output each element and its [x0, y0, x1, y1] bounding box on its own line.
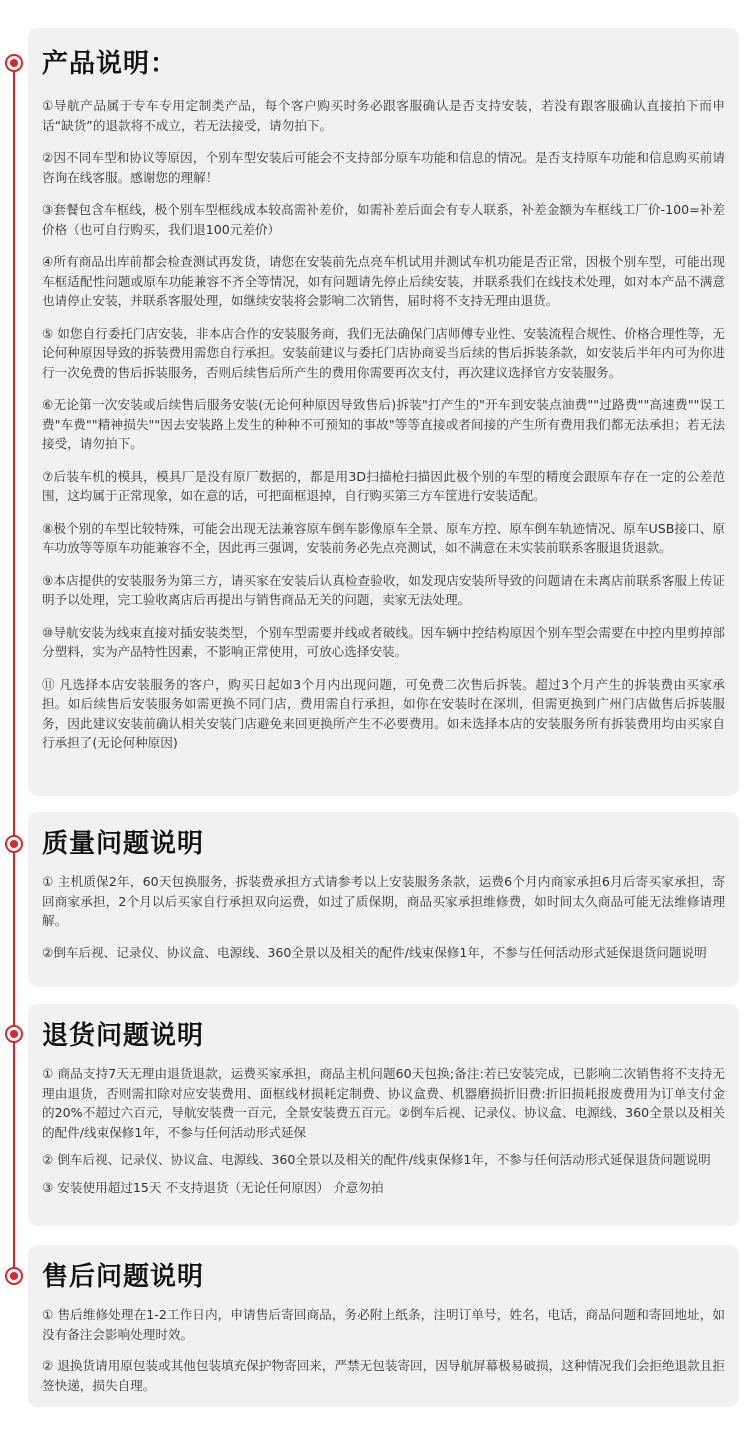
paragraph: ③套餐包含车框线，极个别车型框线成本较高需补差价，如需补差后面会有专人联系，补差金额为车框线工厂价-100=补差价格（也可自行购买，我们退100元差价）	[42, 202, 725, 237]
section-title: 产品说明：	[42, 49, 178, 79]
paragraph: ⑨本店提供的安装服务为第三方，请买家在安装后认真检查验收，如发现店安装所导致的问题请在未离店前联系客服上传证明予以处理，完工验收离店后再提出与销售商品无关的问题，卖家无法处理。	[42, 572, 725, 607]
timeline-dot-icon	[5, 54, 23, 72]
paragraph: ⑤ 如您自行委托门店安装，非本店合作的安装服务商，我们无法确保门店师傅专业性、安装流程合规性、价格合理性等，无论何种原因导致的拆装费用需您自行承担。安装前建议与委托门店协商妥当后续的售后拆装条款，如安装后半年内可为你进行一次免费的售后拆装服务，否则后续售后所产生的费用你需要再次支付，再次建议选择官方安装服务。	[42, 325, 725, 380]
paragraph: ② 退换货请用原包装或其他包装填充保护物寄回来，严禁无包装寄回，因导航屏幕极易破损，这种情况我们会拒绝退款且拒签快递，损失自理。	[42, 1358, 725, 1393]
paragraph: ②倒车后视、记录仪、协议盒、电源线、360全景以及相关的配件/线束保修1年，不参与任何活动形式延保退货问题说明	[42, 944, 707, 960]
return-notes-card	[28, 1004, 739, 1226]
quality-notes-card	[28, 812, 739, 987]
timeline-dot-icon	[5, 1267, 23, 1285]
paragraph: ④所有商品出库前都会检查测试再发货，请您在安装前先点亮车机试用并测试车机功能是否正常，因极个别车型，可能出现车框适配性问题或原车功能兼容不齐全等情况，如有问题请先停止后续安装，并联系我们在线技术处理，如对本产品不满意也请停止安装，并联系客服处理，如继续安装将会影响二次销售，届时将不支持无理由退货。	[42, 254, 725, 308]
paragraph: ① 售后维修处理在1-2工作日内，申请售后寄回商品，务必附上纸条，注明订单号，姓名，电话，商品问题和寄回地址，如没有备注会影响处理时效。	[42, 1307, 725, 1342]
section-title: 售后问题说明	[42, 1262, 205, 1292]
paragraph: ②因不同车型和协议等原因，个别车型安装后可能会不支持部分原车功能和信息的情况。是否支持原车功能和信息购买前请咨询在线客服。感谢您的理解！	[42, 150, 725, 185]
section-title: 质量问题说明	[42, 829, 205, 859]
paragraph: ⑩导航安装为线束直接对插安装类型，个别车型需要并线或者破线。因车辆中控结构原因个别车型会需要在中控内里剪掉部分塑料，实为产品特性因素，不影响正常使用，可放心选择安装。	[42, 624, 725, 659]
after-sales-notes-card	[28, 1245, 739, 1407]
paragraph: ①导航产品属于专车专用定制类产品，每个客户购买时务必跟客服确认是否支持安装，若没有跟客服确认直接拍下而申话“缺货”的退款将不成立，若无法接受，请勿拍下。	[42, 98, 725, 133]
paragraph: ③ 安装使用超过15天 不支持退货（无论任何原因） 介意勿拍	[42, 1179, 384, 1195]
timeline-line	[13, 62, 15, 1280]
product-notes-card	[28, 28, 739, 796]
paragraph: ⑦后装车机的模具，模具厂是没有原厂数据的，都是用3D扫描枪扫描因此极个别的车型的精度会跟原车存在一定的公差范围，这均属于正常现象，如在意的话，可把面框退掉，自行购买第三方车筐进行安装适配。	[42, 468, 725, 503]
paragraph: ⑥无论第一次安装或后续售后服务安装(无论何种原因导致售后)拆装"打产生的"开车到安装点油费""过路费""高速费""误工费"车费""精神损失""因去安装路上发生的种种不可预知的事故"等等直接或者间接的产生所有费用我们都无法承担；若无法接受，请勿拍下。	[42, 397, 725, 451]
paragraph: ① 主机质保2年，60天包换服务，拆装费承担方式请参考以上安装服务条款，运费6个月内商家承担6月后寄买家承担，寄回商家承担，2个月以后买家自行承担双向运费，如过了质保期，商品买家承担维修费，如时间太久商品可能无法维修请理解。	[42, 874, 725, 928]
section-title: 退货问题说明	[42, 1021, 205, 1051]
paragraph: ⑧极个别的车型比较特殊，可能会出现无法兼容原车倒车影像原车全景、原车方控、原车倒车轨迹情况、原车USB接口、原车功放等等原车功能兼容不全，因此再三强调，安装前务必先点亮测试，如不满意在未实装前联系客服退货退款。	[42, 520, 725, 555]
paragraph: ② 倒车后视、记录仪、协议盒、电源线、360全景以及相关的配件/线束保修1年，不参与任何活动形式延保退货问题说明	[42, 1152, 711, 1167]
timeline-dot-icon	[5, 1025, 23, 1043]
paragraph: ① 商品支持7天无理由退货退款，运费买家承担，商品主机问题60天包换;备注:若已安装完成，已影响二次销售将不支持无理由退货，否则需扣除对应安装费用、面框线材损耗定制费、协议盒费、机器磨损折旧费:折旧损耗报废费用为订单支付金的20%不超过六百元，导航安装费一百元，全景安装费五百元。②倒车后视、记录仪、协议盒、电源线、360全景以及相关的配件/线束保修1年，不参与任何活动形式延保	[42, 1066, 725, 1140]
timeline-dot-icon	[5, 835, 23, 853]
paragraph: ⑪ 凡选择本店安装服务的客户，购买日起如3个月内出现问题，可免费二次售后拆装。超过3个月产生的拆装费由买家承担。如后续售后安装服务如需更换不同门店，费用需自行承担，如你在安装时在深圳，但需更换到广州门店做售后拆装服务，因此建议安装前确认相关安装门店避免来回更换所产生不必要费用。如未选择本店的安装服务所有拆装费用均由买家自行承担了(无论何种原因)	[42, 676, 725, 750]
